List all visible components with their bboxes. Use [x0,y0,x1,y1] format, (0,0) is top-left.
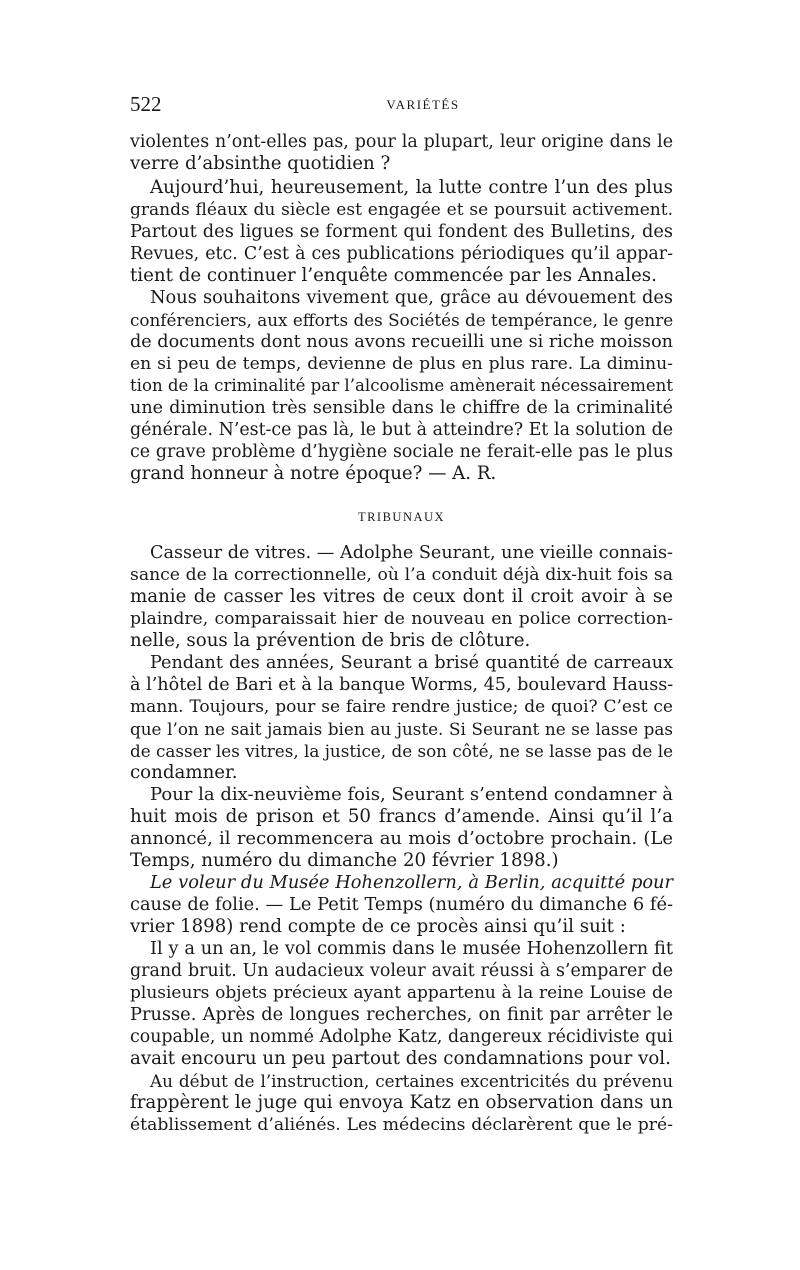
text-line: conférenciers, aux efforts des Sociétés de tempérance, le genre [130,310,674,330]
text-line: Aujourd’hui, heureusement, la lutte contre l’un des plus [150,177,673,198]
text-line: générale. N’est-ce pas là, le but à atteindre? Et la solution de [130,420,673,440]
text-line: vrier 1898) rend compte de ce procès ainsi qu’il suit : [130,916,626,937]
text-line: huit mois de prison et 50 francs d’amende. Ainsi qu’il l’a [130,806,673,827]
text-line: grand honneur à notre époque? — A. R. [130,463,497,484]
text-line: nelle, sous la prévention de bris de clôture. [130,630,531,651]
text-line: grand bruit. Un audacieux voleur avait réussi à s’emparer de [130,961,673,981]
text-line: tion de la criminalité par l’alcoolisme amènerait nécessairement [130,376,673,395]
text-line-inner: Casseur de vitres. — Adolphe Seurant, une vieille connais- [150,543,673,563]
text-line: Temps, numéro du dimanche 20 février 1898.) [130,850,559,871]
text-line: coupable, un nommé Adolphe Katz, dangereux récidiviste qui [130,1027,673,1047]
text-line: Revues, etc. C’est à ces publications périodiques qu’il appar- [130,244,673,264]
section-heading: TRIBUNAUX [357,510,446,524]
text-line: Pour la dix-neuvième fois, Seurant s’entend condamner à [150,784,673,805]
text-line: Pendant des années, Seurant a brisé quantité de carreaux [150,653,673,673]
text-line: que l’on ne sait jamais bien au juste. Si Seurant ne se lasse pas [130,719,673,739]
running-head [130,92,676,118]
text-line: avait encouru un peu partout des condamnations pour vol. [130,1048,671,1069]
text-line: ce grave problème d’hygiène sociale ne ferait-elle pas le plus [130,442,673,462]
text-line: en si peu de temps, devienne de plus en plus rare. La diminu- [130,354,673,374]
running-title: VARIÉTÉS [386,97,460,112]
text-line: à l’hôtel de Bari et à la banque Worms, 45, boulevard Hauss- [130,675,674,695]
text-line: annoncé, il recommencera au mois d’octobre prochain. (Le [130,828,673,849]
text-line: Le voleur du Musée Hohenzollern, à Berlin, acquitté pour [150,872,673,893]
text-line: Prusse. Après de longues recherches, on finit par arrêter le [130,1004,673,1025]
text-line: sance de la correctionnelle, où l’a conduit déjà dix-huit fois sa [130,565,673,585]
text-line: Nous souhaitons vivement que, grâce au dévouement des [150,287,673,308]
page-number: 522 [130,92,162,116]
text-line: de casser les vitres, la justice, de son côté, ne se lasse pas de le [130,741,673,761]
text-line: manie de casser les vitres de ceux dont il croit avoir à se [130,586,673,607]
text-line: une diminution très sensible dans le chiffre de la criminalité [130,398,673,418]
text-line: frappèrent le juge qui envoya Katz en observation dans un [130,1092,673,1113]
text-line: tient de continuer l’enquête commencée par les Annales. [130,265,657,286]
text-line: cause de folie. — Le Petit Temps (numéro du dimanche 6 fé- [130,894,673,915]
text-line: plusieurs objets précieux ayant appartenu à la reine Louise de [130,983,673,1003]
text-line: mann. Toujours, pour se faire rendre justice; de quoi? C’est ce [130,697,673,717]
text-line: de documents dont nous avons recueilli une si riche moisson [130,332,673,352]
text-line: verre d’absinthe quotidien ? [130,153,391,174]
text-line: plaindre, comparaissait hier de nouveau en police correction- [130,609,673,629]
text-line: violentes n’ont-elles pas, pour la plupart, leur origine dans le [130,132,673,152]
text-line: grands fléaux du siècle est engagée et se poursuit activement. [130,200,673,220]
text-line: établissement d’aliénés. Les médecins déclarèrent que le pré- [130,1115,673,1135]
text-line: Au début de l’instruction, certaines excentricités du prévenu [150,1071,673,1091]
text-line [150,541,673,565]
text-line: Il y a un an, le vol commis dans le musée Hohenzollern fit [150,938,673,959]
text-line: condamner. [130,762,238,783]
text-line: Partout des ligues se forment qui fondent des Bulletins, des [130,221,673,242]
